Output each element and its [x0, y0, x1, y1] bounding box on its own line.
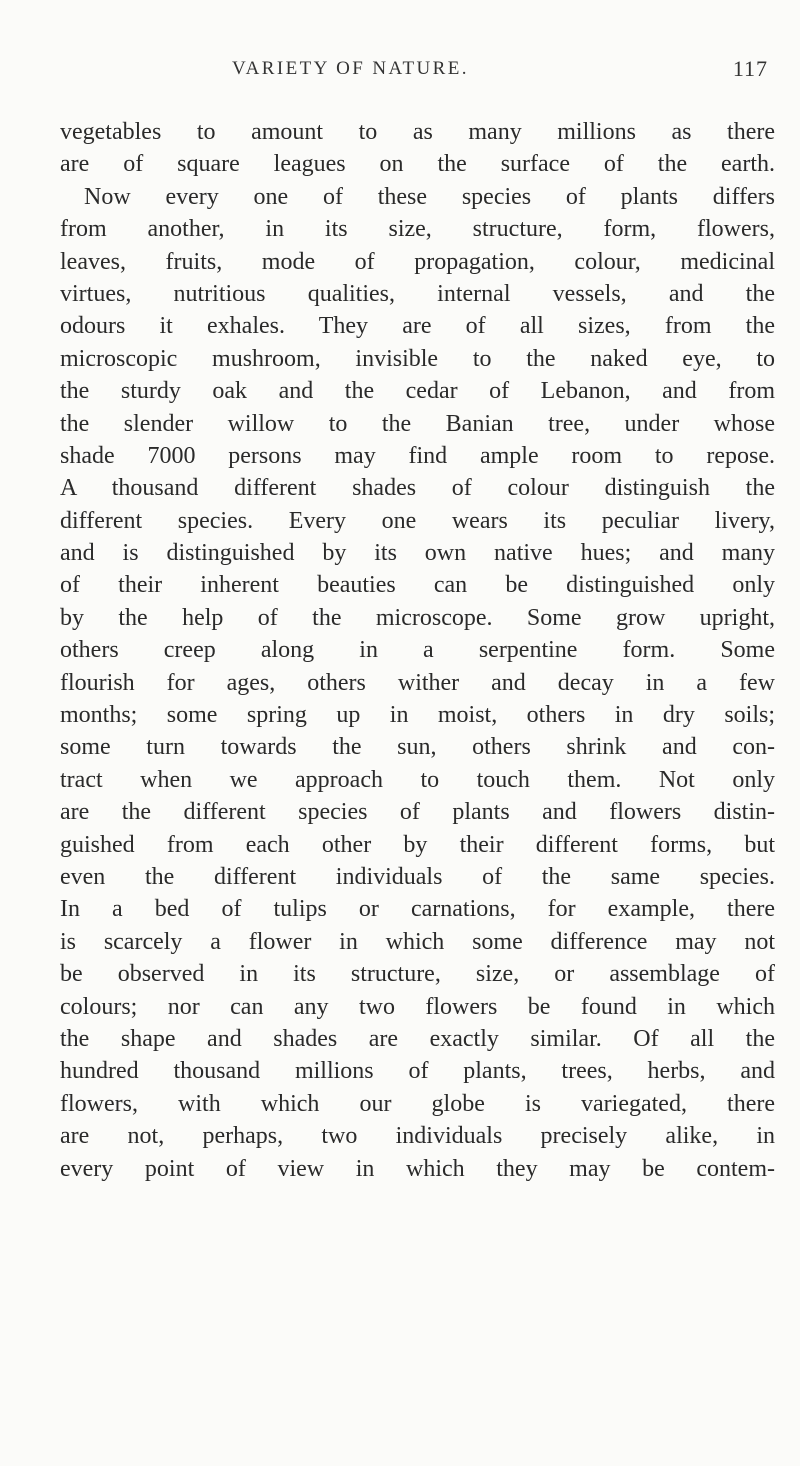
text-line: be observed in its structure, size, or assemblage of	[60, 961, 775, 988]
text-line: guished from each other by their different forms, but	[60, 831, 775, 858]
text-line: Now every one of these species of plants differs	[84, 183, 775, 210]
text-line: the shape and shades are exactly similar. Of all the	[60, 1025, 775, 1052]
text-line: others creep along in a serpentine form. Some	[60, 637, 775, 664]
text-line: the sturdy oak and the cedar of Lebanon, and from	[60, 378, 775, 405]
text-line: the slender willow to the Banian tree, under whose	[60, 410, 775, 437]
text-line: virtues, nutritious qualities, internal vessels, and the	[60, 280, 775, 307]
text-line: flowers, with which our globe is variegated, there	[60, 1090, 775, 1117]
text-line: leaves, fruits, mode of propagation, colour, medicinal	[60, 248, 775, 275]
text-line: shade 7000 persons may find ample room to repose.	[60, 442, 775, 469]
text-line: odours it exhales. They are of all sizes, from the	[60, 313, 775, 340]
text-line: even the different individuals of the same species.	[60, 863, 775, 890]
text-line: colours; nor can any two flowers be found in which	[60, 993, 775, 1020]
text-line: different species. Every one wears its peculiar livery,	[60, 507, 775, 534]
running-head	[60, 58, 800, 88]
text-line: by the help of the microscope. Some grow upright,	[60, 604, 775, 631]
text-line: vegetables to amount to as many millions as there	[60, 119, 775, 145]
text-line: months; some spring up in moist, others in dry soils;	[60, 702, 775, 729]
text-line: every point of view in which they may be contem-	[60, 1155, 775, 1182]
text-line: are not, perhaps, two individuals precisely alike, in	[60, 1123, 775, 1150]
text-line: hundred thousand millions of plants, trees, herbs, and	[60, 1058, 775, 1085]
text-line: from another, in its size, structure, form, flowers,	[60, 216, 775, 243]
text-line: are the different species of plants and flowers distin-	[60, 799, 775, 826]
text-line: is scarcely a flower in which some difference may not	[60, 928, 775, 955]
page-number: 117	[732, 56, 768, 81]
text-line: microscopic mushroom, invisible to the naked eye, to	[60, 345, 775, 372]
body-text	[60, 116, 775, 1185]
text-line: and is distinguished by its own native hues; and many	[60, 540, 775, 567]
running-title: VARIETY OF NATURE.	[232, 58, 469, 79]
text-line: In a bed of tulips or carnations, for example, there	[60, 896, 775, 923]
text-line: some turn towards the sun, others shrink and con-	[60, 734, 775, 761]
text-line: of their inherent beauties can be distinguished only	[60, 572, 775, 599]
text-line: A thousand different shades of colour distinguish the	[60, 475, 775, 502]
text-line: tract when we approach to touch them. Not only	[60, 766, 775, 793]
text-line: flourish for ages, others wither and decay in a few	[60, 669, 775, 696]
text-line: are of square leagues on the surface of the earth.	[60, 151, 775, 178]
